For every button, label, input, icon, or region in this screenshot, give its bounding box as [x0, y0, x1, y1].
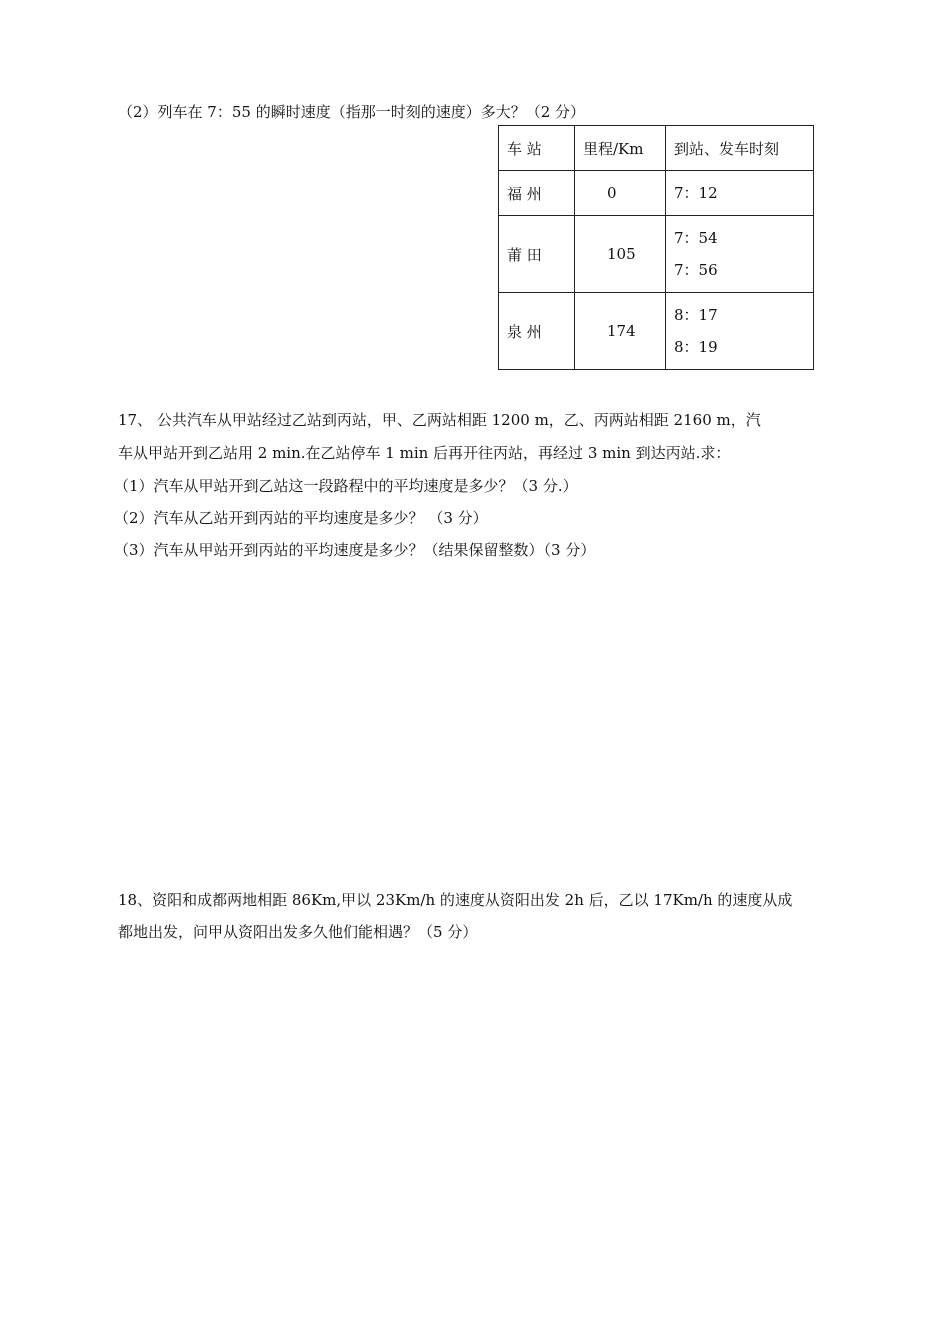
header-times: 到站、发车时刻	[666, 126, 814, 171]
header-distance: 里程/Km	[575, 126, 666, 171]
distance-cell: 105	[575, 216, 666, 293]
table-row	[499, 216, 814, 293]
train-schedule-table	[498, 125, 814, 370]
departure-time: 8：19	[674, 338, 718, 356]
arrival-time: 7：54	[674, 229, 718, 247]
question-18-text-line-1: 18、资阳和成都两地相距 86Km,甲以 23Km/h 的速度从资阳出发 2h 后，乙以 17Km/h 的速度从成	[118, 891, 793, 909]
question-17-part-3: （3）汽车从甲站开到丙站的平均速度是多少？（结果保留整数）（3 分）	[114, 541, 596, 559]
question-17-text-line-2: 车从甲站开到乙站用 2 min.在乙站停车 1 min 后再开往丙站，再经过 3 min 到达丙站.求：	[118, 444, 731, 462]
times-cell	[666, 216, 814, 293]
station-cell: 泉 州	[499, 293, 575, 370]
station-cell: 莆 田	[499, 216, 575, 293]
distance-cell: 174	[575, 293, 666, 370]
question-17-part-2: （2）汽车从乙站开到丙站的平均速度是多少？ （3 分）	[114, 509, 488, 527]
table-header-row	[499, 126, 814, 171]
question-17-part-1: （1）汽车从甲站开到乙站这一段路程中的平均速度是多少？（3 分.）	[114, 477, 578, 495]
question-17-text-line-1: 17、 公共汽车从甲站经过乙站到丙站，甲、乙两站相距 1200 m，乙、丙两站相距 2160 m，汽	[118, 411, 761, 429]
header-station: 车 站	[499, 126, 575, 171]
departure-time: 7：56	[674, 261, 718, 279]
question-18-text-line-2: 都地出发，问甲从资阳出发多久他们能相遇？（5 分）	[118, 923, 478, 941]
arrival-time: 8：17	[674, 306, 718, 324]
station-cell: 福 州	[499, 171, 575, 216]
distance-cell: 0	[575, 171, 666, 216]
times-cell	[666, 171, 814, 216]
table-row	[499, 171, 814, 216]
time-value: 7：12	[674, 184, 718, 202]
times-cell	[666, 293, 814, 370]
question-16-part-2: （2）列车在 7：55 的瞬时速度（指那一时刻的速度）多大？（2 分）	[118, 103, 586, 121]
table-row	[499, 293, 814, 370]
